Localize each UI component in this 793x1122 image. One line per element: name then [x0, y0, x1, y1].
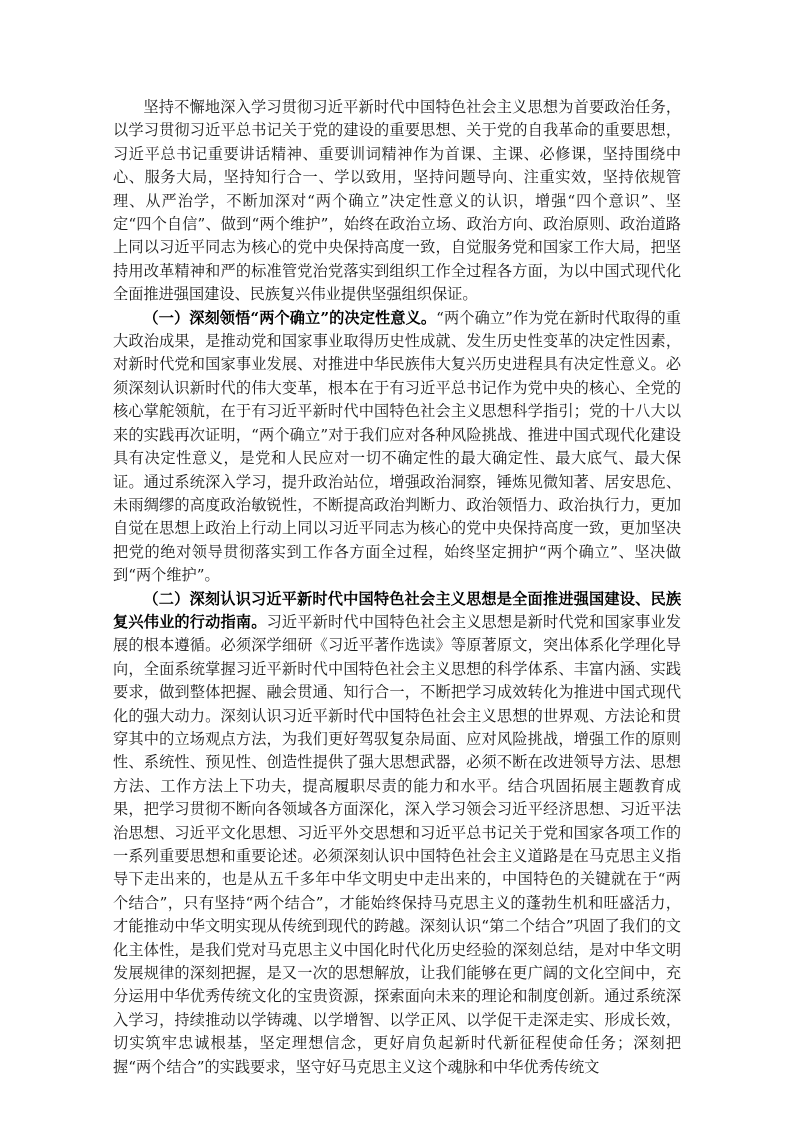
section-1-heading: （一）深刻领悟“两个确立”的决定性意义。	[143, 308, 437, 327]
section-2-paragraph	[113, 588, 681, 1080]
section-2-body: 习近平新时代中国特色社会主义思想是新时代党和国家事业发展的根本遵循。必须深学细研《习近平著作选读》等原著原文，突出体系化学理化导向，全面系统掌握习近平新时代中国特色社会主义思想的科学体系、丰富内涵、实践要求，做到整体把握、融会贯通、知行合一，不断把学习成效转化为推进中国式现代化的强大动力。深刻认识习近平新时代中国特色社会主义思想的世界观、方法论和贯穿其中的立场观点方法，为我们更好驾驭复杂局面、应对风险挑战，增强工作的原则性、系统性、预见性、创造性提供了强大思想武器，必须不断在改进领导方法、思想方法、工作方法上下功夫，提高履职尽责的能力和水平。结合巩固拓展主题教育成果，把学习贯彻不断向各领域各方面深化，深入学习领会习近平经济思想、习近平法治思想、习近平文化思想、习近平外交思想和习近平总书记关于党和国家各项工作的一系列重要思想和重要论述。必须深刻认识中国特色社会主义道路是在马克思主义指导下走出来的，也是从五千多年中华文明史中走出来的，中国特色的关键就在于“两个结合”，只有坚持“两个结合”，才能始终保持马克思主义的蓬勃生机和旺盛活力，才能推动中华文明实现从传统到现代的跨越。深刻认识“第二个结合”巩固了我们的文化主体性，是我们党对马克思主义中国化时代化历史经验的深刻总结，是对中华文明发展规律的深刻把握，是又一次的思想解放，让我们能够在更广阔的文化空间中，充分运用中华优秀传统文化的宝贵资源，探索面向未来的理论和制度创新。通过系统深入学习，持续推动以学铸魂、以学增智、以学正风、以学促干走深走实、形成长效，切实筑牢忠诚根基，坚定理想信念，更好肩负起新时代新征程使命任务；深刻把握“两个结合”的实践要求，坚守好马克思主义这个魂脉和中华优秀传统文	[113, 612, 682, 1076]
section-1-paragraph	[113, 307, 681, 588]
intro-paragraph: 坚持不懈地深入学习贯彻习近平新时代中国特色社会主义思想为首要政治任务，以学习贯彻习近平总书记关于党的建设的重要思想、关于党的自我革命的重要思想，习近平总书记重要讲话精神、重要训词精神作为首课、主课、必修课，坚持围绕中心、服务大局，坚持知行合一、学以致用，坚持问题导向、注重实效，坚持依规管理、从严治学，不断加深对“两个确立”决定性意义的认识，增强“四个意识”、坚定“四个自信”、做到“两个维护”，始终在政治立场、政治方向、政治原则、政治道路上同以习近平同志为核心的党中央保持高度一致，自觉服务党和国家工作大局，把坚持用改革精神和严的标准管党治党落实到组织工作全过程各方面，为以中国式现代化全面推进强国建设、民族复兴伟业提供坚强组织保证。	[113, 98, 681, 304]
section-2-heading: （二）深刻认识习近平新时代中国特色社会主义思想是全面推进强国建设、民族复兴伟业的行动指南。	[113, 589, 681, 631]
section-1-body: “两个确立”作为党在新时代取得的重大政治成果，是推动党和国家事业取得历史性成就、发生历史性变革的决定性因素，对新时代党和国家事业发展、对推进中华民族伟大复兴历史进程具有决定性意义。必须深刻认识新时代的伟大变革，根本在于有习近平总书记作为党中央的核心、全党的核心掌舵领航，在于有习近平新时代中国特色社会主义思想科学指引；党的十八大以来的实践再次证明，“两个确立”对于我们应对各种风险挑战、推进中国式现代化建设具有决定性意义，是党和人民应对一切不确定性的最大确定性、最大底气、最大保证。通过系统深入学习，提升政治站位，增强政治洞察，锤炼见微知著、居安思危、未雨绸缪的高度政治敏锐性，不断提高政治判断力、政治领悟力、政治执行力，更加自觉在思想上政治上行动上同以习近平同志为核心的党中央保持高度一致，更加坚决把党的绝对领导贯彻落实到工作各方面全过程，始终坚定拥护“两个确立”、坚决做到“两个维护”。	[113, 308, 681, 585]
document-page	[113, 96, 681, 1079]
